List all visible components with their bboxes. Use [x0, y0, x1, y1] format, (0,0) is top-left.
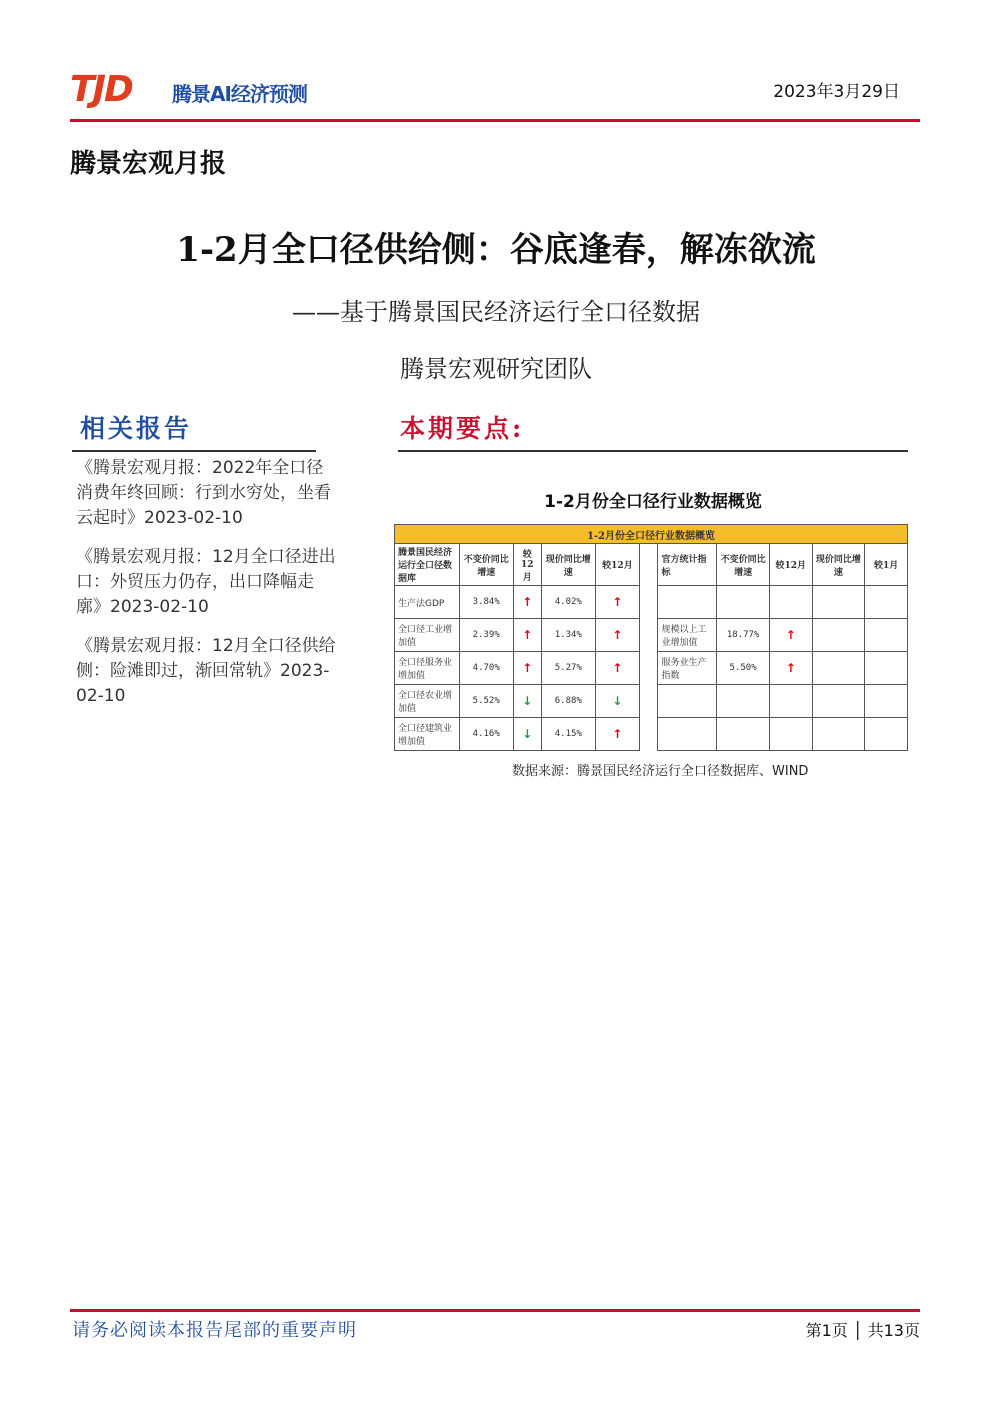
trend-arrow-icon: ↑	[513, 619, 541, 652]
official-cur-yoy-cell	[812, 718, 865, 751]
report-date: 2023年3月29日	[773, 82, 900, 102]
data-table-container	[394, 524, 908, 751]
const-yoy-cell: 4.16%	[459, 718, 513, 751]
official-cur-yoy-cell	[812, 586, 865, 619]
cur-yoy-cell: 1.34%	[541, 619, 595, 652]
page-title: 1-2月全口径供给侧：谷底逢春，解冻欲流	[176, 230, 816, 270]
table-body	[395, 586, 908, 751]
header-divider	[70, 119, 920, 122]
spacer-cell	[640, 652, 658, 685]
table-caption: 1-2月份全口径行业数据概览	[544, 492, 762, 512]
data-source: 数据来源：腾景国民经济运行全口径数据库、WIND	[512, 764, 809, 779]
table-row	[395, 652, 908, 685]
table-header-row	[395, 544, 908, 586]
official-indicator-cell	[658, 718, 717, 751]
cur-yoy-cell: 4.15%	[541, 718, 595, 751]
official-const-yoy-cell: 18.77%	[717, 619, 770, 652]
data-table	[394, 524, 908, 751]
header-cell: 不变价同比增速	[459, 544, 513, 586]
official-const-yoy-cell	[717, 685, 770, 718]
footer-divider	[70, 1309, 920, 1312]
related-report-link[interactable]: 《腾景宏观月报：12月全口径进出口：外贸压力仍存，出口降幅走廓》2023-02-10	[76, 547, 336, 617]
header-cell: 腾景国民经济运行全口径数据库	[395, 544, 460, 586]
page-indicator: 第1页 │ 共13页	[805, 1321, 920, 1340]
official-const-yoy-cell	[717, 586, 770, 619]
disclaimer-note: 请务必阅读本报告尾部的重要声明	[72, 1320, 357, 1341]
official-const-yoy-cell: 5.50%	[717, 652, 770, 685]
trend-arrow-icon: ↓	[595, 685, 640, 718]
official-cur-yoy-cell	[812, 685, 865, 718]
trend-arrow-icon: ↑	[595, 586, 640, 619]
row-label-cell: 全口径服务业增加值	[395, 652, 460, 685]
official-indicator-cell	[658, 685, 717, 718]
logo-text: 腾景AI经济预测	[172, 82, 307, 106]
related-reports-divider	[72, 450, 316, 452]
related-report-link[interactable]: 《腾景宏观月报：12月全口径供给侧：险滩即过，渐回常轨》2023-02-10	[76, 636, 336, 706]
trend-arrow-icon: ↓	[513, 685, 541, 718]
header-cell: 较12月	[595, 544, 640, 586]
trend-arrow-icon: ↑	[595, 652, 640, 685]
key-points-heading: 本期要点:	[400, 414, 525, 443]
related-reports-list	[76, 456, 338, 723]
key-points-divider	[398, 450, 908, 452]
table-row	[395, 619, 908, 652]
cur-yoy-cell: 4.02%	[541, 586, 595, 619]
author-team: 腾景宏观研究团队	[400, 355, 592, 383]
official-const-yoy-cell	[717, 718, 770, 751]
official-indicator-cell	[658, 586, 717, 619]
header-cell: 现价同比增速	[541, 544, 595, 586]
row-label-cell: 全口径农业增加值	[395, 685, 460, 718]
trend-arrow-icon: ↑	[769, 652, 812, 685]
header-cell: 不变价同比增速	[717, 544, 770, 586]
table-row	[395, 685, 908, 718]
spacer-cell	[640, 619, 658, 652]
official-vs-jan-cell	[865, 619, 908, 652]
official-vs-jan-cell	[865, 718, 908, 751]
spacer-cell	[640, 685, 658, 718]
header-cell: 较1月	[865, 544, 908, 586]
official-vs-jan-cell	[865, 652, 908, 685]
related-reports-heading: 相关报告	[80, 414, 193, 443]
trend-arrow-icon: ↓	[513, 718, 541, 751]
official-vs-jan-cell	[865, 586, 908, 619]
row-label-cell: 全口径建筑业增加值	[395, 718, 460, 751]
cur-yoy-cell: 6.88%	[541, 685, 595, 718]
const-yoy-cell: 4.70%	[459, 652, 513, 685]
trend-arrow-icon: ↑	[595, 718, 640, 751]
header-cell: 较12月	[513, 544, 541, 586]
page-subtitle: ——基于腾景国民经济运行全口径数据	[292, 298, 700, 326]
trend-arrow-icon	[769, 718, 812, 751]
const-yoy-cell: 5.52%	[459, 685, 513, 718]
official-cur-yoy-cell	[812, 652, 865, 685]
header-cell: 官方统计指标	[658, 544, 717, 586]
trend-arrow-icon: ↑	[769, 619, 812, 652]
report-type: 腾景宏观月报	[70, 149, 227, 179]
cur-yoy-cell: 5.27%	[541, 652, 595, 685]
table-band-title: 1-2月份全口径行业数据概览	[395, 525, 908, 544]
trend-arrow-icon: ↑	[513, 652, 541, 685]
official-indicator-cell: 规模以上工业增加值	[658, 619, 717, 652]
trend-arrow-icon: ↑	[513, 586, 541, 619]
const-yoy-cell: 3.84%	[459, 586, 513, 619]
header-cell: 现价同比增速	[812, 544, 865, 586]
official-indicator-cell: 服务业生产指数	[658, 652, 717, 685]
table-row	[395, 586, 908, 619]
spacer-cell	[640, 544, 658, 586]
trend-arrow-icon	[769, 685, 812, 718]
trend-arrow-icon	[769, 586, 812, 619]
trend-arrow-icon: ↑	[595, 619, 640, 652]
table-row	[395, 718, 908, 751]
const-yoy-cell: 2.39%	[459, 619, 513, 652]
spacer-cell	[640, 586, 658, 619]
official-vs-jan-cell	[865, 685, 908, 718]
logo-mark: TJD	[70, 69, 132, 110]
related-report-link[interactable]: 《腾景宏观月报：2022年全口径消费年终回顾：行到水穷处，坐看云起时》2023-02-10	[76, 458, 331, 528]
header-cell: 较12月	[769, 544, 812, 586]
row-label-cell: 全口径工业增加值	[395, 619, 460, 652]
official-cur-yoy-cell	[812, 619, 865, 652]
spacer-cell	[640, 718, 658, 751]
table-band-row	[395, 525, 908, 544]
row-label-cell: 生产法GDP	[395, 586, 460, 619]
